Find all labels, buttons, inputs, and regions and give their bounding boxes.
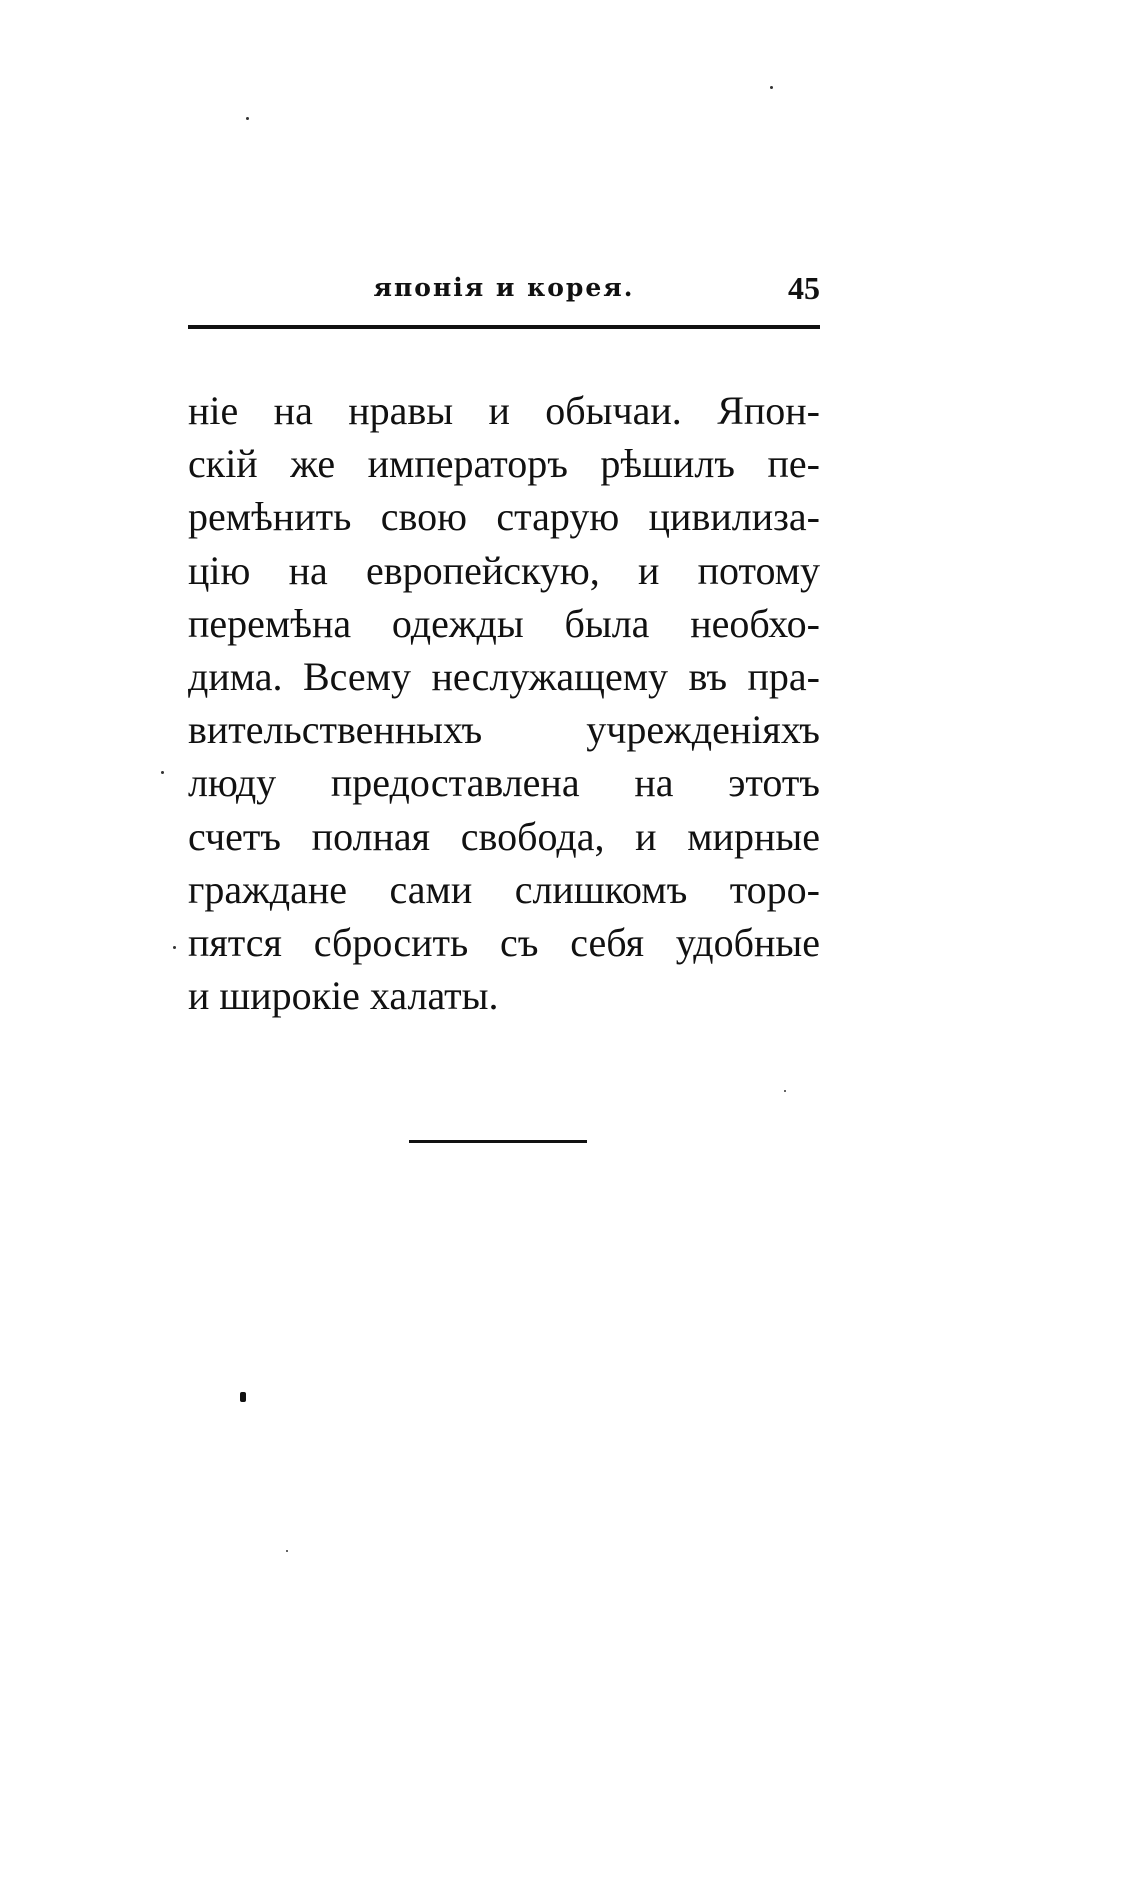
scan-speck (173, 946, 176, 949)
text-line: ремѣнить свою старую цивилиза- (188, 494, 820, 540)
page-number: 45 (788, 270, 820, 306)
scan-speck (770, 86, 773, 89)
scan-speck (161, 771, 164, 774)
scan-speck (784, 1090, 786, 1092)
text-line: и широкіе халаты. (188, 973, 499, 1019)
section-end-rule (409, 1140, 587, 1143)
text-line: граждане сами слишкомъ торо- (188, 866, 820, 912)
text-line: дима. Всему неслужащему въ пра- (188, 653, 820, 699)
text-line: перемѣна одежды была необхо- (188, 600, 820, 646)
text-line: счетъ полная свобода, и мирные (188, 813, 820, 859)
text-line: люду предоставлена на этотъ (188, 760, 820, 806)
running-head (188, 266, 820, 310)
running-title: японія и корея. (373, 273, 635, 302)
text-line: вительственныхъ учрежденіяхъ (188, 707, 820, 753)
text-line: скій же императоръ рѣшилъ пе- (188, 441, 820, 487)
scan-speck (240, 1392, 246, 1402)
text-line: пятся сбросить съ себя удобные (188, 919, 820, 965)
header-rule (188, 325, 820, 329)
text-line: цію на европейскую, и потому (188, 547, 820, 593)
body-text (188, 384, 820, 1022)
text-line: ніе на нравы и обычаи. Япон- (188, 388, 820, 433)
scan-speck (246, 117, 249, 120)
scan-speck (286, 1550, 288, 1552)
